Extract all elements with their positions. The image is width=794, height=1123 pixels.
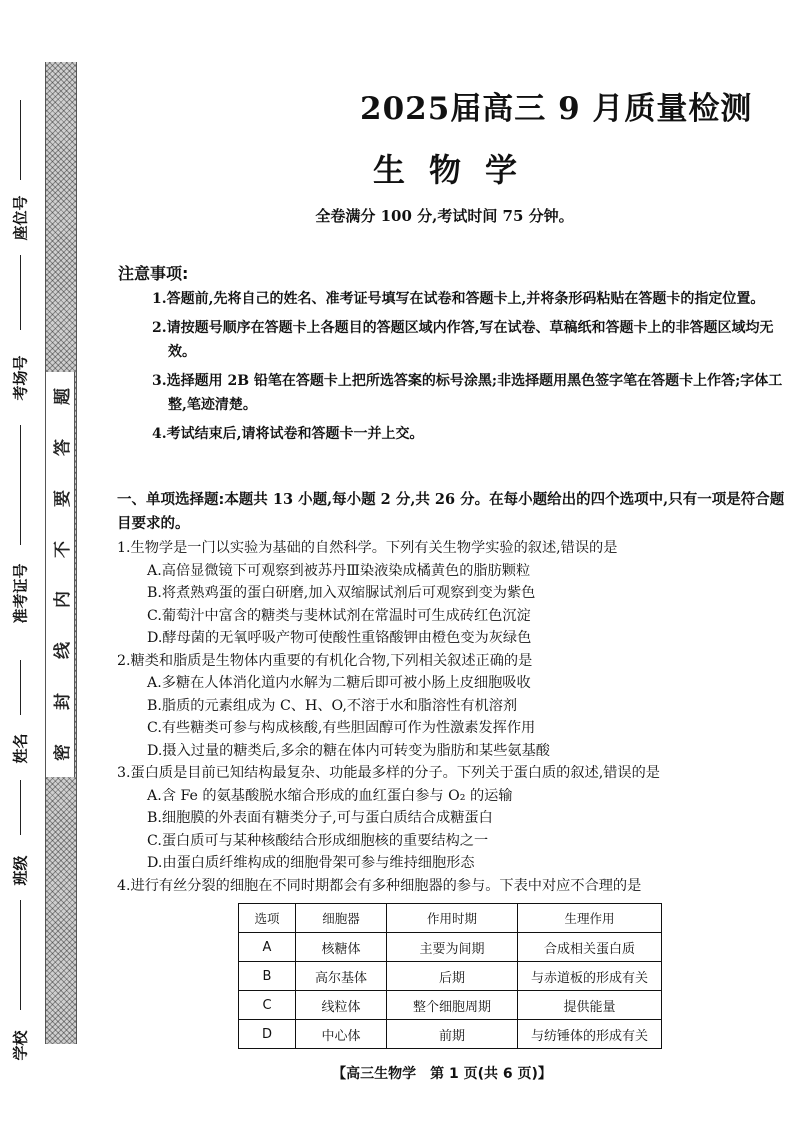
option-d: D.酵母菌的无氧呼吸产物可使酸性重铬酸钾由橙色变为灰绿色	[147, 630, 532, 646]
exam-room-field[interactable]	[0, 255, 40, 415]
table-cell: 主要为间期	[387, 933, 518, 962]
table-cell: 后期	[387, 962, 518, 991]
admission-number-label: 准考证号	[11, 563, 30, 624]
table-cell: A	[239, 933, 296, 962]
option-b: B.将煮熟鸡蛋的蛋白研磨,加入双缩脲试剂后可观察到变为紫色	[147, 585, 536, 601]
class-label: 班级	[11, 855, 30, 886]
seal-line-text	[45, 372, 75, 777]
notice-item: 4.考试结束后,请将试卷和答题卡一并上交。	[152, 426, 424, 442]
admission-number-field[interactable]	[0, 425, 40, 655]
table-cell: 与赤道板的形成有关	[518, 962, 662, 991]
notice-item: 1.答题前,先将自己的姓名、准考证号填写在试卷和答题卡上,并将条形码粘贴在答题卡的指定位置。	[152, 291, 765, 307]
question-3	[117, 762, 787, 875]
table-cell: D	[239, 1020, 296, 1049]
seal-char: 答	[52, 438, 73, 456]
name-label: 姓名	[11, 733, 30, 764]
seal-char: 不	[52, 540, 73, 558]
table-row	[239, 962, 662, 991]
question-list	[117, 537, 787, 897]
table-cell: 前期	[387, 1020, 518, 1049]
option-b: B.脂质的元素组成为 C、H、O,不溶于水和脂溶性有机溶剂	[147, 697, 518, 714]
option-d: D.摄入过量的糖类后,多余的糖在体内可转变为脂肪和某些氨基酸	[147, 742, 550, 759]
table-cell: 与纺锤体的形成有关	[518, 1020, 662, 1049]
notice-list	[152, 287, 792, 451]
class-field[interactable]	[0, 780, 40, 890]
question-2	[117, 650, 787, 763]
table-row	[239, 991, 662, 1020]
seal-char: 密	[52, 743, 73, 761]
name-field[interactable]	[0, 660, 40, 770]
seal-char: 要	[52, 489, 73, 507]
table-cell: 核糖体	[296, 933, 387, 962]
table-cell: 提供能量	[518, 991, 662, 1020]
table-header-cell: 细胞器	[296, 904, 387, 933]
question-stem: 4.进行有丝分裂的细胞在不同时期都会有多种细胞器的参与。下表中对应不合理的是	[117, 877, 642, 894]
section-heading	[117, 488, 787, 535]
exam-title: 2025届高三 9 月质量检测	[360, 91, 753, 127]
table-header-cell: 作用时期	[387, 904, 518, 933]
option-d: D.由蛋白质纤维构成的细胞骨架可参与维持细胞形态	[147, 855, 475, 871]
table-header-cell: 生理作用	[518, 904, 662, 933]
question-1	[117, 537, 787, 650]
question-stem: 3.蛋白质是目前已知结构最复杂、功能最多样的分子。下列关于蛋白质的叙述,错误的是	[117, 765, 660, 781]
seat-number-label: 座位号	[11, 195, 30, 241]
seal-char: 封	[52, 693, 73, 711]
table-cell: C	[239, 991, 296, 1020]
seal-char: 题	[52, 388, 73, 405]
option-a: A.高倍显微镜下可观察到被苏丹Ⅲ染液染成橘黄色的脂肪颗粒	[147, 562, 531, 579]
page-footer: 【高三生物学 第 1 页(共 6 页)】	[332, 1066, 552, 1082]
section-label: 一、单项选择题:	[117, 492, 225, 508]
question-stem: 2.糖类和脂质是生物体内重要的有机化合物,下列相关叙述正确的是	[117, 652, 533, 669]
section-instructions: 本题共 13 小题,每小题 2 分,共 26 分。在每小题给出的四个选项中,只有一项是符合题目要求的。	[117, 491, 785, 532]
option-c: C.葡萄汁中富含的糖类与斐林试剂在常温时可生成砖红色沉淀	[147, 607, 531, 624]
table-header-row	[239, 904, 662, 933]
exam-info: 全卷满分 100 分,考试时间 75 分钟。	[315, 207, 574, 225]
table-cell: 线粒体	[296, 991, 387, 1020]
table-cell: 高尔基体	[296, 962, 387, 991]
table-header-cell: 选项	[239, 904, 296, 933]
seal-char: 线	[52, 642, 73, 660]
table-row	[239, 1020, 662, 1049]
table-row	[239, 933, 662, 962]
notice-heading: 注意事项:	[118, 264, 189, 283]
table-cell: B	[239, 962, 296, 991]
option-a: A.多糖在人体消化道内水解为二糖后即可被小肠上皮细胞吸收	[147, 675, 531, 691]
exam-room-label: 考场号	[11, 355, 30, 401]
option-c: C.蛋白质可与某种核酸结合形成细胞核的重要结构之一	[147, 832, 489, 849]
question-4	[117, 875, 787, 898]
school-field[interactable]	[0, 900, 40, 1070]
question-stem: 1.生物学是一门以实验为基础的自然科学。下列有关生物学实验的叙述,错误的是	[117, 540, 618, 556]
school-label: 学校	[11, 1030, 30, 1061]
notice-item: 2.请按题号顺序在答题卡上各题目的答题区域内作答,写在试卷、草稿纸和答题卡上的非答题区域均无效。	[152, 320, 774, 360]
notice-item: 3.选择题用 2B 铅笔在答题卡上把所选答案的标号涂黑;非选择题用黑色签字笔在答题卡上作答;字体工整,笔迹清楚。	[152, 373, 783, 413]
table-cell: 合成相关蛋白质	[518, 933, 662, 962]
table-cell: 整个细胞周期	[387, 991, 518, 1020]
organelle-table	[238, 903, 662, 1049]
subject-title: 生物学	[372, 151, 541, 189]
option-c: C.有些糖类可参与构成核酸,有些胆固醇可作为性激素发挥作用	[147, 720, 536, 736]
option-a: A.含 Fe 的氨基酸脱水缩合形成的血红蛋白参与 O₂ 的运输	[147, 787, 513, 804]
table-cell: 中心体	[296, 1020, 387, 1049]
option-b: B.细胞膜的外表面有糖类分子,可与蛋白质结合成糖蛋白	[147, 810, 493, 826]
seal-char: 内	[52, 591, 73, 609]
